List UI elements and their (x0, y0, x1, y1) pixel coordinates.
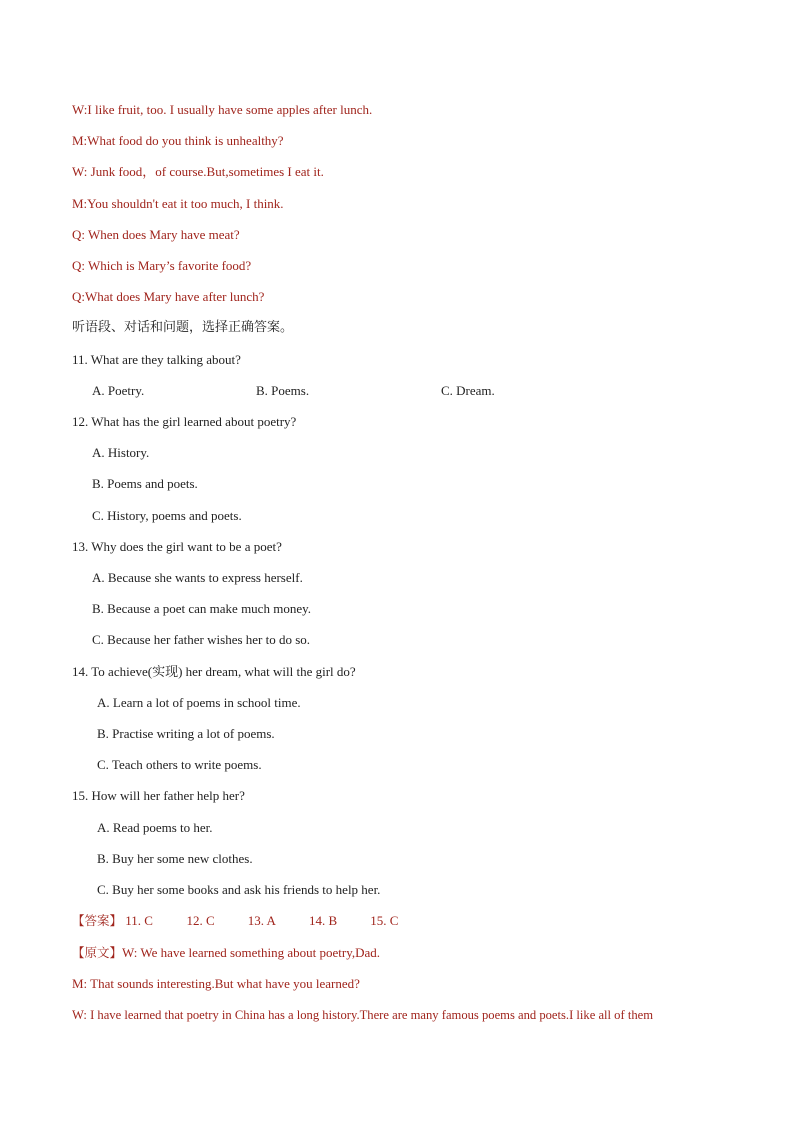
q13-option-b: B. Because a poet can make much money. (92, 601, 311, 616)
answer-11: 11. C (125, 913, 153, 928)
section-instruction: 听语段、对话和问题，选择正确答案。 (72, 320, 294, 335)
q13-option-c: C. Because her father wishes her to do so. (92, 632, 311, 647)
q15-option-b: B. Buy her some new clothes. (97, 851, 253, 866)
q15-option-a: A. Read poems to her. (97, 820, 213, 835)
answer-label: 【答案】 (72, 913, 123, 928)
q11-option-a: A. Poetry. (92, 383, 145, 398)
transcript-question: Q: When does Mary have meat? (72, 227, 240, 242)
answer-15: 15. C (370, 913, 399, 928)
original-line-2: M: That sounds interesting.But what have you learned? (72, 976, 360, 991)
q12-option-b: B. Poems and poets. (92, 476, 198, 491)
answer-14: 14. B (309, 913, 338, 928)
original-line-3: W: I have learned that poetry in China has a long history.There are many famous poems and poets.I like all of them (72, 1008, 653, 1022)
transcript-line: W:I like fruit, too. I usually have some apples after lunch. (72, 102, 373, 117)
q15-option-c: C. Buy her some books and ask his friends to help her. (97, 882, 381, 897)
answer-key (72, 912, 398, 930)
original-text-line (72, 944, 380, 962)
transcript-line: M:What food do you think is unhealthy? (72, 133, 284, 148)
q11-option-b: B. Poems. (256, 383, 310, 398)
question-11: 11. What are they talking about? (72, 352, 241, 367)
q12-option-c: C. History, poems and poets. (92, 508, 242, 523)
question-13: 13. Why does the girl want to be a poet? (72, 539, 282, 554)
q14-option-c: C. Teach others to write poems. (97, 757, 262, 772)
question-14: 14. To achieve(实现) her dream, what will the girl do? (72, 664, 356, 679)
answer-13: 13. A (247, 913, 276, 928)
q12-option-a: A. History. (92, 445, 150, 460)
transcript-question: Q: Which is Mary’s favorite food? (72, 258, 252, 273)
transcript-question: Q:What does Mary have after lunch? (72, 289, 265, 304)
question-15: 15. How will her father help her? (72, 788, 245, 803)
original-label: 【原文】 (72, 945, 123, 960)
q11-option-c: C. Dream. (441, 383, 495, 398)
q14-option-b: B. Practise writing a lot of poems. (97, 726, 275, 741)
answer-12: 12. C (186, 913, 215, 928)
transcript-line: M:You shouldn't eat it too much, I think. (72, 196, 284, 211)
q13-option-a: A. Because she wants to express herself. (92, 570, 303, 585)
original-line-1: W: We have learned something about poetry,Dad. (122, 945, 381, 960)
transcript-line: W: Junk food，of course.But,sometimes I eat it. (72, 164, 324, 179)
question-12: 12. What has the girl learned about poetry? (72, 414, 297, 429)
q14-option-a: A. Learn a lot of poems in school time. (97, 695, 301, 710)
